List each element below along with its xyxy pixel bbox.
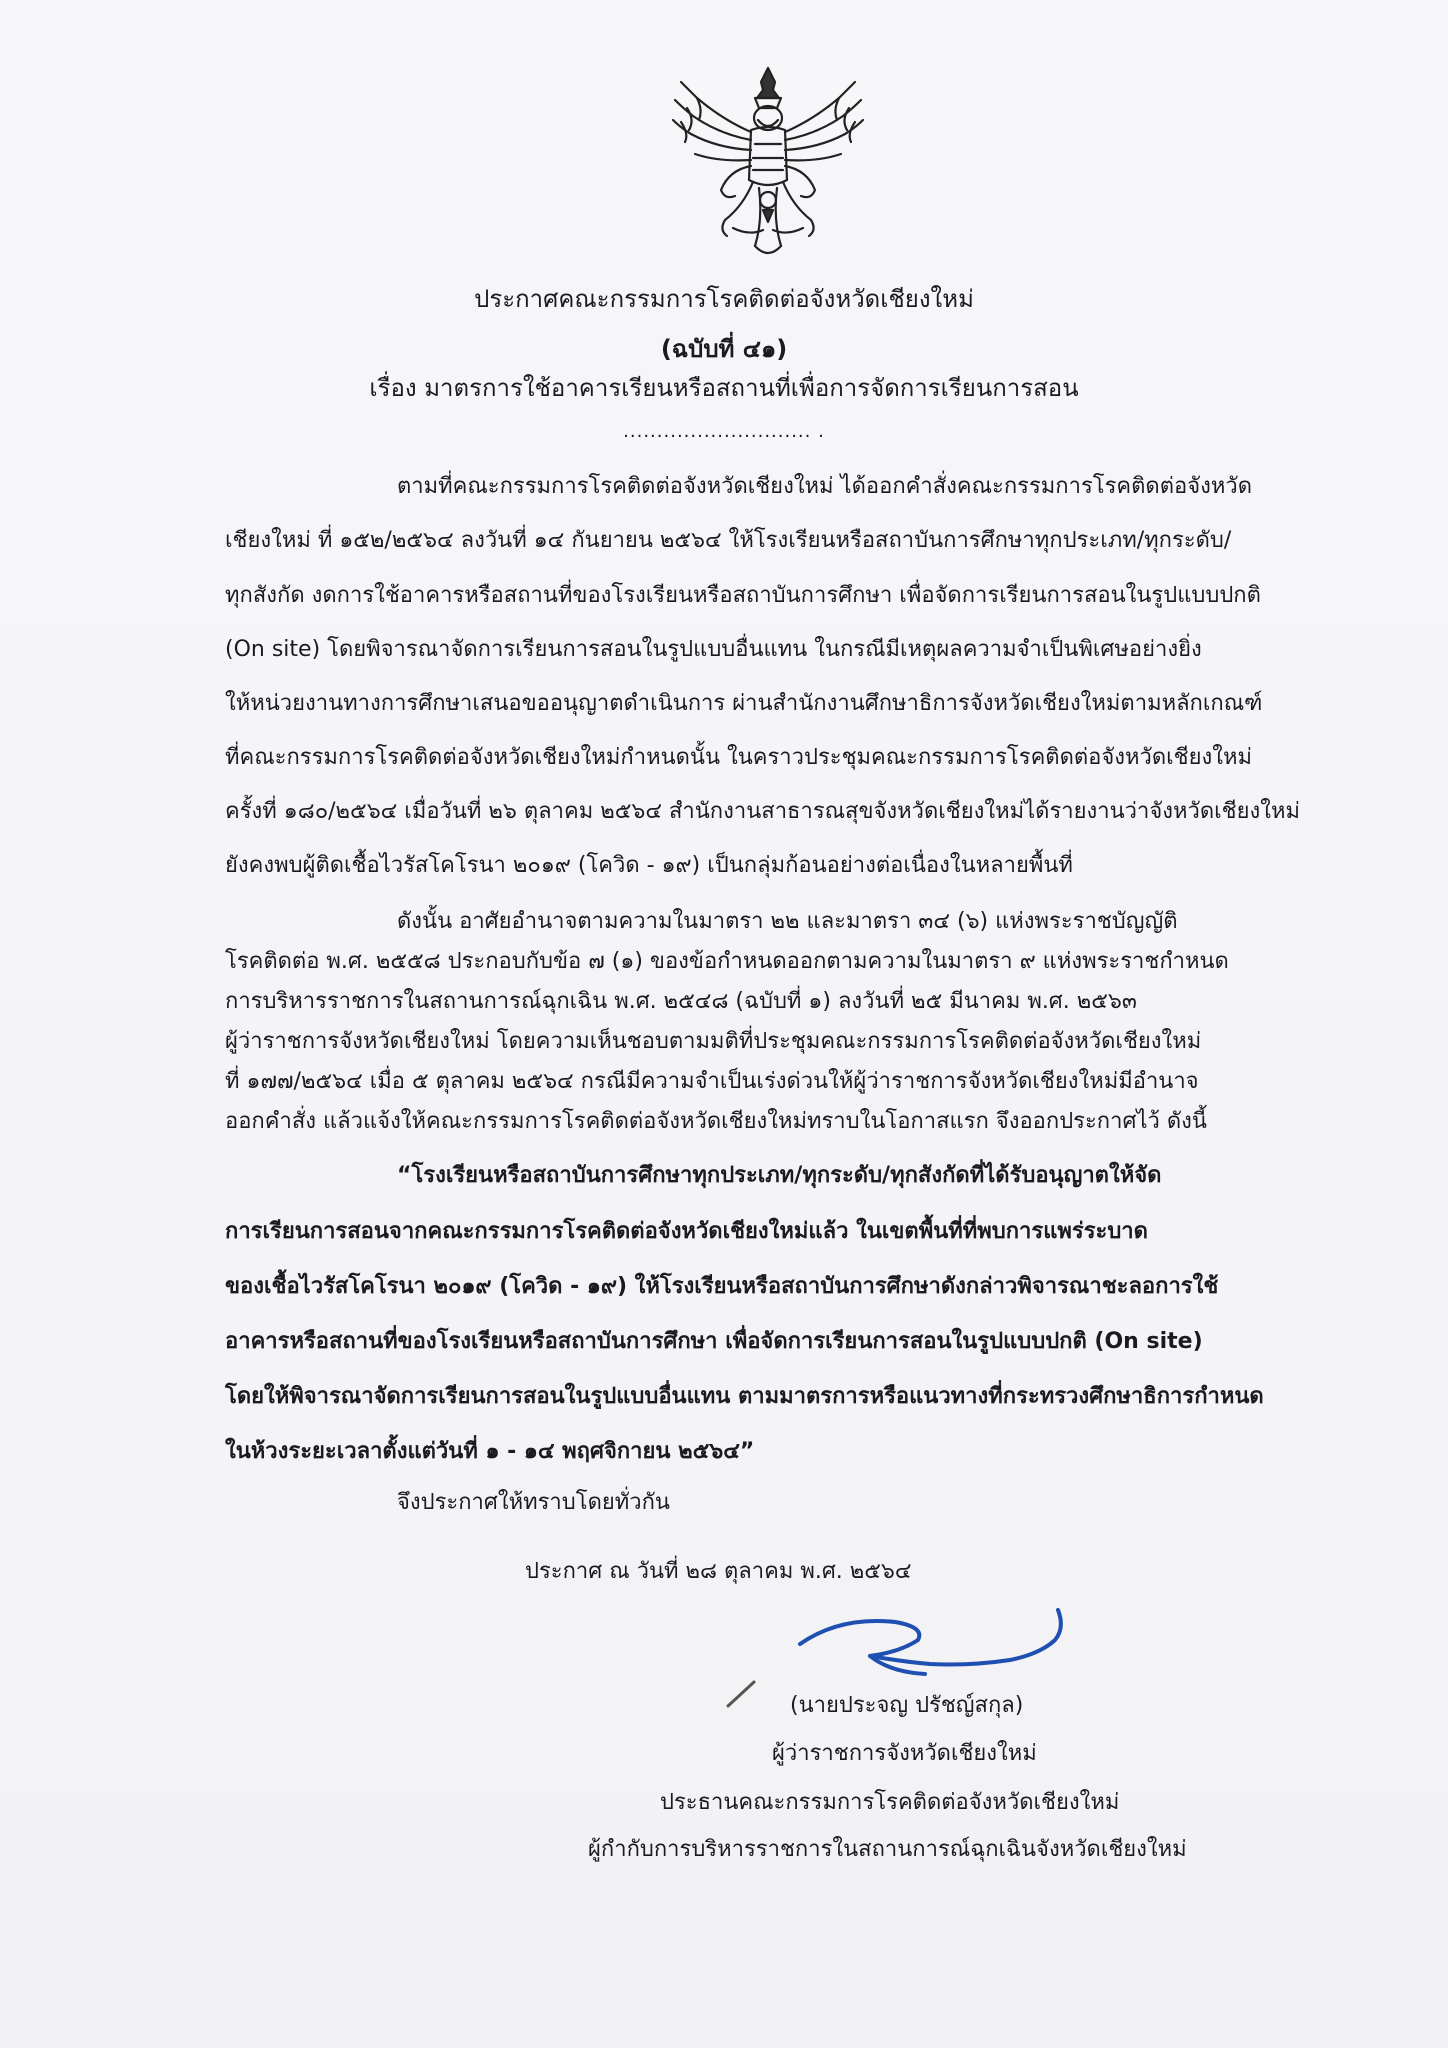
paragraph-line: (On site) โดยพิจารณาจัดการเรียนการสอนในรูปแบบอื่นแทน ในกรณีมีเหตุผลความจำเป็นพิเศษอย่างยิ่ง (225, 637, 1202, 662)
order-line: ในห้วงระยะเวลาตั้งแต่วันที่ ๑ - ๑๔ พฤศจิกายน ๒๕๖๔” (225, 1439, 755, 1464)
paragraph-line: ทุกสังกัด งดการใช้อาคารหรือสถานที่ของโรงเรียนหรือสถาบันการศึกษา เพื่อจัดการเรียนการสอนในรูปแบบปกติ (225, 583, 1261, 608)
paragraph-line: ตามที่คณะกรรมการโรคติดต่อจังหวัดเชียงใหม่ ได้ออกคำสั่งคณะกรรมการโรคติดต่อจังหวัด (397, 474, 1252, 499)
paragraph-line: ยังคงพบผู้ติดเชื้อไวรัสโคโรนา ๒๐๑๙ (โควิด - ๑๙) เป็นกลุ่มก้อนอย่างต่อเนื่องในหลายพื้นที่ (225, 853, 1073, 878)
announcement-number: (ฉบับที่ ๔๑) (660, 335, 788, 363)
paragraph-line: ให้หน่วยงานทางการศึกษาเสนอขออนุญาตดำเนินการ ผ่านสำนักงานศึกษาธิการจังหวัดเชียงใหม่ตามหลักเกณฑ์ (225, 691, 1263, 716)
announcement-title: ประกาศคณะกรรมการโรคติดต่อจังหวัดเชียงใหม่ (474, 285, 974, 313)
paragraph-line: ดังนั้น อาศัยอำนาจตามความในมาตรา ๒๒ และมาตรา ๓๔ (๖) แห่งพระราชบัญญัติ (397, 909, 1178, 934)
paragraph-line: ผู้ว่าราชการจังหวัดเชียงใหม่ โดยความเห็นชอบตามมติที่ประชุมคณะกรรมการโรคติดต่อจังหวัดเชียงใหม่ (225, 1029, 1202, 1054)
order-line: อาคารหรือสถานที่ของโรงเรียนหรือสถาบันการศึกษา เพื่อจัดการเรียนการสอนในรูปแบบปกติ (On site) (225, 1329, 1203, 1354)
paragraph-line: โรคติดต่อ พ.ศ. ๒๕๕๘ ประกอบกับข้อ ๗ (๑) ของข้อกำหนดออกตามความในมาตรา ๙ แห่งพระราชกำหนด (225, 949, 1229, 974)
order-line: โดยให้พิจารณาจัดการเรียนการสอนในรูปแบบอื่นแทน ตามมาตรการหรือแนวทางที่กระทรวงศึกษาธิการกำหนด (225, 1384, 1264, 1409)
paragraph-line: การบริหารราชการในสถานการณ์ฉุกเฉิน พ.ศ. ๒๕๔๘ (ฉบับที่ ๑) ลงวันที่ ๒๕ มีนาคม พ.ศ. ๒๕๖๓ (225, 989, 1137, 1014)
order-line: ของเชื้อไวรัสโคโรนา ๒๐๑๙ (โควิด - ๑๙) ให้โรงเรียนหรือสถาบันการศึกษาดังกล่าวพิจารณาชะลอการใช้ (225, 1274, 1219, 1299)
signer-position-governor: ผู้ว่าราชการจังหวัดเชียงใหม่ (772, 1741, 1037, 1766)
signer-name: (นายประจญ ปรัชญ์สกุล) (790, 1693, 1024, 1718)
paragraph-line: ที่คณะกรรมการโรคติดต่อจังหวัดเชียงใหม่กำหนดนั้น ในคราวประชุมคณะกรรมการโรคติดต่อจังหวัดเชียงใหม่ (225, 745, 1252, 770)
signer-position-chairman: ประธานคณะกรรมการโรคติดต่อจังหวัดเชียงใหม่ (660, 1790, 1120, 1815)
signer-position-emergency: ผู้กำกับการบริหารราชการในสถานการณ์ฉุกเฉินจังหวัดเชียงใหม่ (588, 1837, 1187, 1862)
garuda-emblem-icon (663, 60, 873, 270)
heading-divider: ............................ . (623, 421, 825, 442)
paragraph-line: ออกคำสั่ง แล้วแจ้งให้คณะกรรมการโรคติดต่อจังหวัดเชียงใหม่ทราบในโอกาสแรก จึงออกประกาศไว้ ดังนี้ (225, 1109, 1207, 1134)
paragraph-line: ครั้งที่ ๑๘๐/๒๕๖๔ เมื่อวันที่ ๒๖ ตุลาคม ๒๕๖๔ สำนักงานสาธารณสุขจังหวัดเชียงใหม่ได้รายงานว่าจังหวัดเชียงใหม่ (225, 799, 1300, 824)
closing-text: จึงประกาศให้ทราบโดยทั่วกัน (397, 1490, 670, 1515)
paragraph-line: ที่ ๑๗๗/๒๕๖๔ เมื่อ ๕ ตุลาคม ๒๕๖๔ กรณีมีความจำเป็นเร่งด่วนให้ผู้ว่าราชการจังหวัดเชียงใหม่มีอำนาจ (225, 1069, 1199, 1094)
order-line: “โรงเรียนหรือสถาบันการศึกษาทุกประเภท/ทุกระดับ/ทุกสังกัดที่ได้รับอนุญาตให้จัด (397, 1163, 1162, 1188)
order-line: การเรียนการสอนจากคณะกรรมการโรคติดต่อจังหวัดเชียงใหม่แล้ว ในเขตพื้นที่ที่พบการแพร่ระบาด (225, 1219, 1148, 1244)
announcement-date: ประกาศ ณ วันที่ ๒๘ ตุลาคม พ.ศ. ๒๕๖๔ (525, 1559, 912, 1584)
announcement-subject: เรื่อง มาตรการใช้อาคารเรียนหรือสถานที่เพื่อการจัดการเรียนการสอน (369, 374, 1079, 402)
paragraph-line: เชียงใหม่ ที่ ๑๕๒/๒๕๖๔ ลงวันที่ ๑๔ กันยายน ๒๕๖๔ ให้โรงเรียนหรือสถาบันการศึกษาทุกประเภท/ทุกระดับ/ (225, 528, 1232, 553)
